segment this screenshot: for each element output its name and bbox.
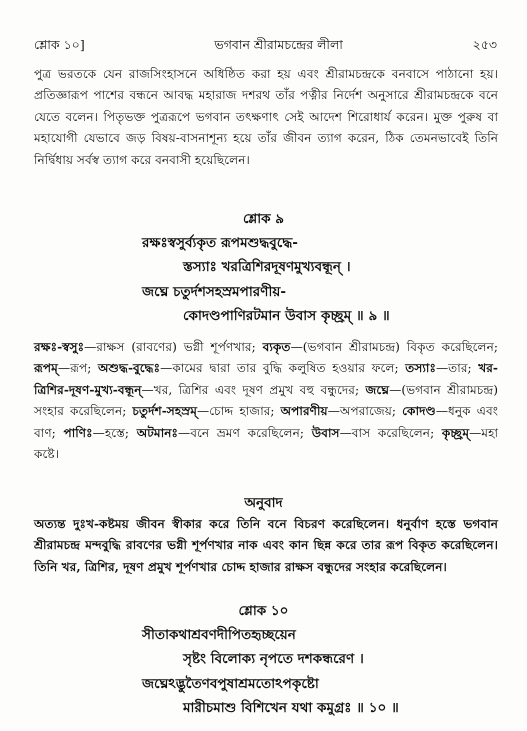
page-number: ২৫৩ <box>472 37 497 52</box>
translation-paragraph: অত্যন্ত দুঃখ-কষ্টময় জীবন স্বীকার করে তিনি বনে বিচরণ করেছিলেন। ধনুর্বাণ হস্তে ভগবান শ্রীরামচন্দ্র মন্দবুদ্ধি রাবণের ভগ্নী শূর্পণখার নাক এবং কান ছিন্ন করে তার রূপ বিকৃত করেছিলেন। তিনি খর, ত্রিশির, দূষণ প্রমুখ শূর্পণখার চোদ্দ হাজার রাক্ষস বন্ধুদের সংহার করেছিলেন। <box>34 517 498 574</box>
synonym-word: উবাস <box>311 425 340 440</box>
synonym-meaning: —চোদ্দ হাজার; <box>197 404 281 419</box>
synonym-word: অশুদ্ধ-বুদ্ধেঃ <box>97 361 161 376</box>
synonym-meaning: —(ভগবান শ্রীরামচন্দ্র) সংহার করেছিলেন; <box>34 382 498 419</box>
synonym-meaning: —ধনুক এবং বাণ; <box>34 404 499 440</box>
intro-paragraph: পুত্র ভরতকে যেন রাজসিংহাসনে অধিষ্ঠিত করা হয় এবং শ্রীরামচন্দ্রকে বনবাসে পাঠানো হয়। প্রতিজ্ঞারূপ পাশের বন্ধনে আবদ্ধ মহারাজ দশরথ তাঁর পত্নীর নির্দেশ অনুসারে শ্রীরামচন্দ্রকে বনে যেতে বলেন। পিতৃভক্ত পুত্ররূপে ভগবান তৎক্ষণাৎ সেই আদেশ শিরোধার্য করেন। মুক্ত পুরুষ বা মহাযোগী যেভাবে জড় বিষয়-বাসনাশূন্য হয়ে তাঁর জীবন ত্যাগ করেন, ঠিক তেমনভাবেই তিনি নির্দ্বিধায় সর্বস্ব ত্যাগ করে বনবাসী হয়েছিলেন। <box>34 67 498 167</box>
verse-range-label: শ্লোক ১০] <box>34 37 85 52</box>
verse-10-line-2: সৃষ্টং বিলোক্য নৃপতে দশকন্ধরেণ । <box>183 651 364 667</box>
synonym-meaning: —(ভগবান শ্রীরামচন্দ্র) বিকৃত করেছিলেন; <box>290 340 498 354</box>
synonym-meaning: —রাক্ষস (রাবণের) ভগ্নী শূর্পণখার; <box>84 340 263 354</box>
synonym-word: জঘ্নে <box>365 382 390 397</box>
page-header <box>34 37 497 57</box>
synonym-meaning: —কামের দ্বারা তার বুদ্ধি কলুষিত হওয়ার ফলে; <box>160 361 406 376</box>
verse-10-heading: শ্লোক ১০ <box>238 603 289 619</box>
verse-9-line-4: কোদণ্ডপাণিরটমান উবাস কৃচ্ছ্রম্ ॥ ৯ ॥ <box>183 308 390 324</box>
translation-heading: অনুবাদ <box>244 495 283 511</box>
synonym-word: তস্যাঃ <box>405 361 436 376</box>
synonym-meaning: —অপরাজেয়; <box>327 404 403 419</box>
synonym-word: রক্ষঃ-স্বসুঃ <box>34 340 85 354</box>
synonym-word: চতুর্দশ-সহস্রম্ <box>132 404 198 419</box>
synonym-meaning: —মহা কষ্টে। <box>34 425 499 462</box>
synonym-meaning: —হস্তে; <box>92 425 137 440</box>
synonym-word: রূপম্ <box>34 361 58 376</box>
verse-9-line-3: জঘ্নে চতুর্দশসহস্রমপারণীয়- <box>142 284 287 300</box>
synonym-word: ব্যকৃত <box>262 340 291 354</box>
synonym-word: পাণিঃ <box>63 425 93 440</box>
verse-10-line-3: জঘ্নেঽদ্ভুতৈণবপুষাশ্রমতোঽপকৃষ্টো <box>142 676 319 692</box>
verse-9-heading: শ্লোক ৯ <box>242 211 285 227</box>
synonyms-paragraph <box>34 337 498 465</box>
synonym-meaning: —খর, ত্রিশির এবং দূষণ প্রমুখ বহু বন্ধুদের; <box>141 382 366 397</box>
synonym-word: খর-ত্রিশির-দূষণ-মুখ্য-বন্ধূন্ <box>34 361 498 397</box>
running-title: ভগবান শ্রীরামচন্দ্রের লীলা <box>214 37 343 52</box>
synonym-meaning: —রূপ; <box>57 361 98 376</box>
synonym-word: কোদণ্ড <box>402 404 436 419</box>
synonym-meaning: —বনে ভ্রমণ করেছিলেন; <box>178 425 312 440</box>
verse-10-line-1: সীতাকথাশ্রবণদীপিতহৃচ্ছয়েন <box>142 627 296 643</box>
verse-9-line-1: রক্ষঃস্বসুর্ব্যকৃত রূপমশুদ্ধবুদ্ধে- <box>142 235 298 251</box>
synonym-word: কৃচ্ছ্রম্ <box>441 425 470 440</box>
synonym-meaning: —তার; <box>435 361 479 376</box>
verse-9-line-2: স্তস্যাঃ খরত্রিশিরদূষণমুখ্যবন্ধূন্ । <box>183 259 351 275</box>
synonym-meaning: —বাস করেছিলেন; <box>339 425 442 440</box>
verse-10-line-4: মারীচমাশু বিশিখেন যথা কমুগ্রঃ ॥ ১০ ॥ <box>183 700 399 716</box>
synonym-word: অটমানঃ <box>136 425 179 440</box>
synonym-word: অপারণীয় <box>280 404 328 419</box>
